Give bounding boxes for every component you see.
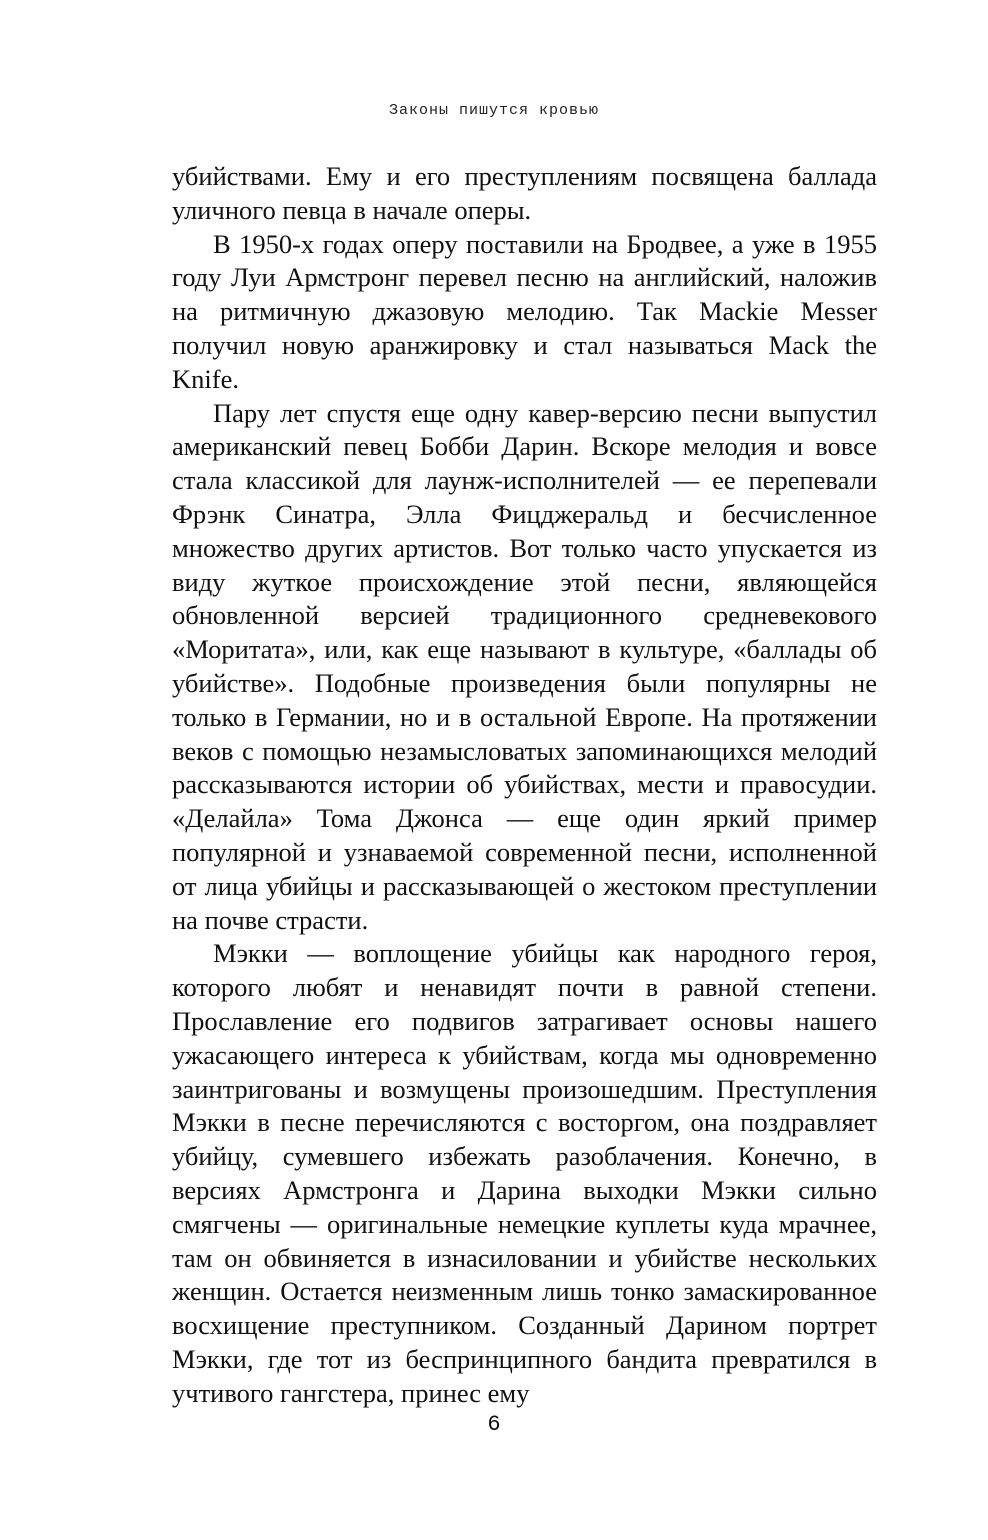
page-number: 6 bbox=[487, 1412, 501, 1437]
running-header: Законы пишутся кровью bbox=[388, 102, 600, 119]
paragraph: В 1950-х годах оперу поставили на Бродвее, а уже в 1955 году Луи Армстронг перевел песню на английский, наложив на ритмичную джазовую мелодию. Так Mackie Messer получил новую аранжировку и стал называться Mack the Knife. bbox=[172, 228, 877, 394]
paragraph: Пару лет спустя еще одну кавер-версию песни выпустил американский певец Бобби Дарин. Вскоре мелодия и вовсе стала классикой для лаунж-исполнителей — ее перепевали Фрэнк Синатра, Элла Фицджеральд и бесчисленное множество других артистов. Вот только часто упускается из виду жуткое происхождение этой песни, являющейся обновленной версией традиционного средневекового «Моритата», или, как еще называют в культуре, «баллады об убийстве». Подобные произведения были популярны не только в Германии, но и в остальной Европе. На протяжении веков с помощью незамысловатых запоминающихся мелодий рассказываются истории об убийствах, мести и правосудии. «Делайла» Тома Джонса — еще один яркий пример популярной и узнаваемой современной песни, исполненной от лица убийцы и рассказывающей о жестоком преступлении на почве страсти. bbox=[172, 397, 877, 935]
paragraph: Мэкки — воплощение убийцы как народного героя, которого любят и ненавидят почти в равной степени. Прославление его подвигов затрагивает основы нашего ужасающего интереса к убийствам, когда мы одновременно заинтригованы и возмущены произошедшим. Преступления Мэкки в песне перечисляются с восторгом, она поздравляет убийцу, сумевшего избежать разоблачения. Конечно, в версиях Армстронга и Дарина выходки Мэкки сильно смягчены — оригинальные немецкие куплеты куда мрачнее, там он обвиняется в изнасиловании и убийстве нескольких женщин. Остается неизменным лишь тонко замаскированное восхищение преступником. Созданный Дарином портрет Мэкки, где тот из беспринципного бандита превратился в учтивого гангстера, принес ему bbox=[172, 938, 877, 1408]
body-text bbox=[172, 160, 877, 1410]
paragraph: убийствами. Ему и его преступлениям посвящена баллада уличного певца в начале оперы. bbox=[172, 161, 877, 225]
